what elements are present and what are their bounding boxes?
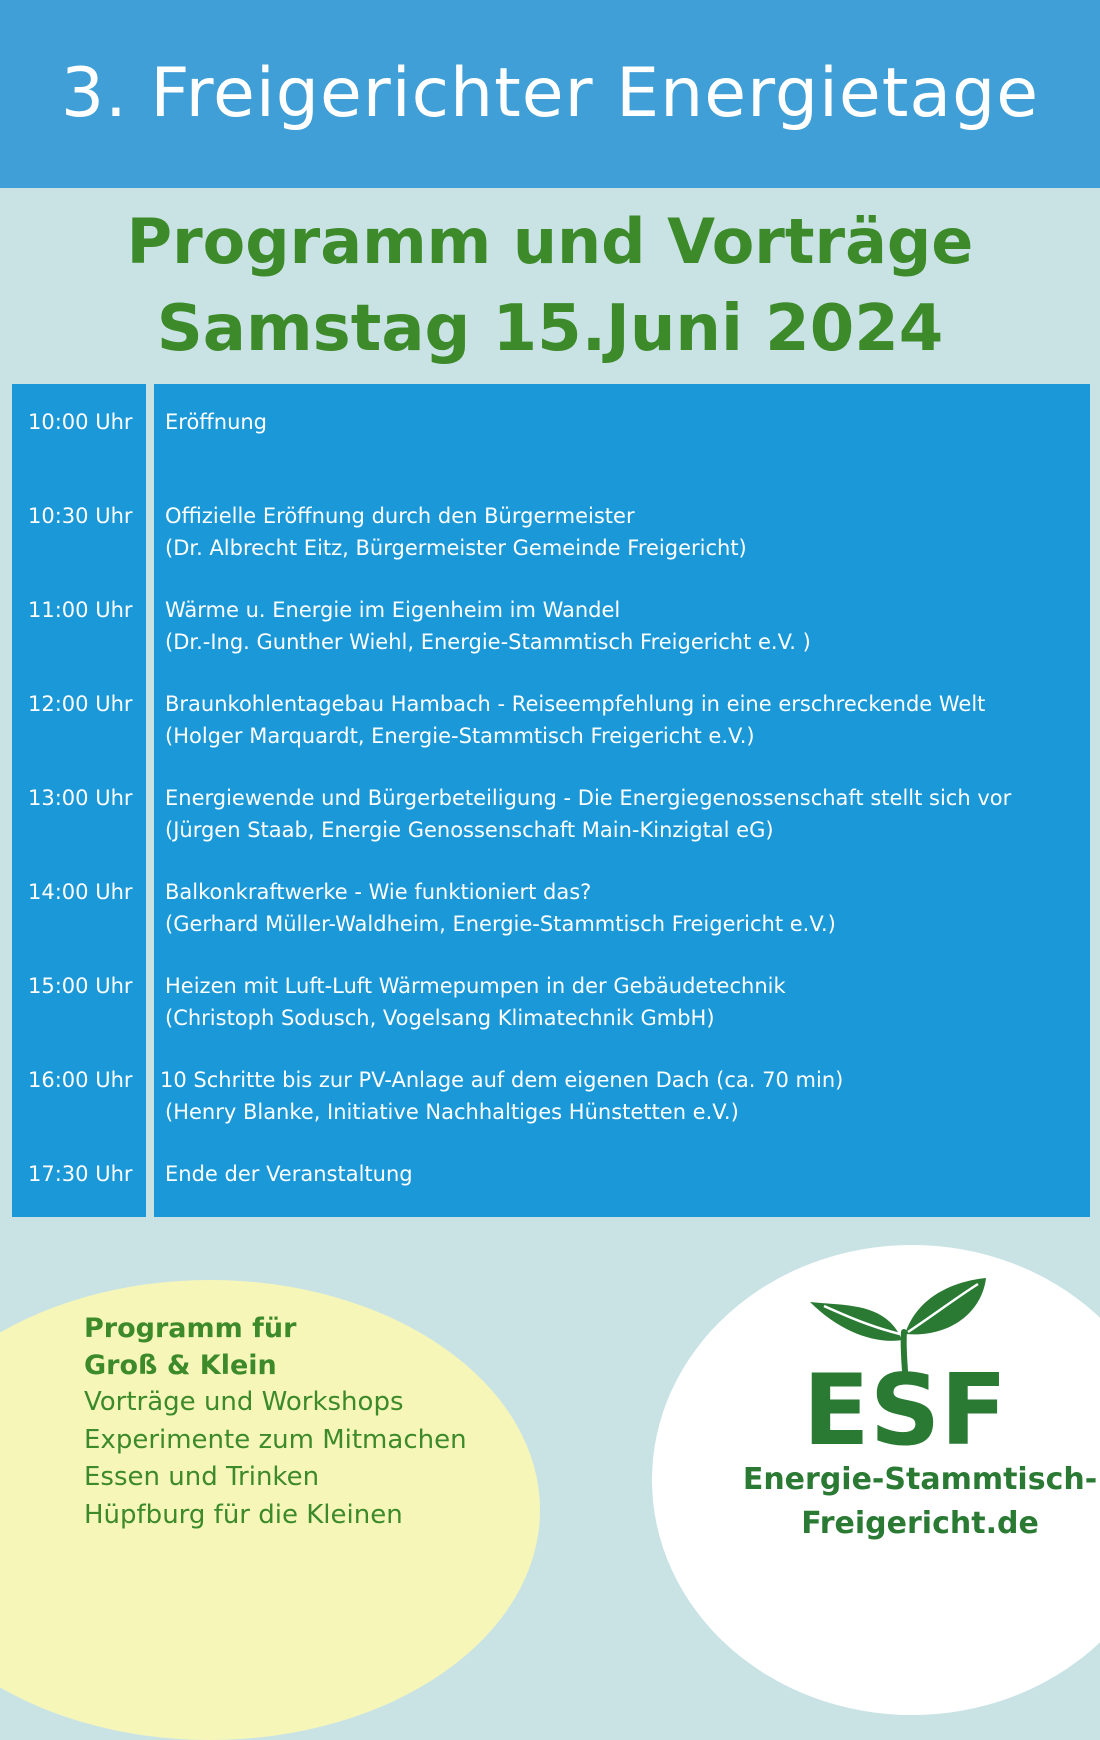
schedule-row bbox=[12, 1158, 1090, 1238]
schedule-row bbox=[12, 782, 1090, 862]
logo-letters: ESF bbox=[802, 1354, 1008, 1452]
extras-item: Vorträge und Workshops bbox=[84, 1387, 404, 1417]
header-banner bbox=[0, 0, 1100, 188]
schedule-row bbox=[12, 876, 1090, 956]
esf-logo bbox=[800, 1276, 1010, 1452]
extras-item: Essen und Trinken bbox=[84, 1462, 320, 1492]
schedule-time: 15:00 Uhr bbox=[28, 974, 133, 998]
extras-heading: Programm für bbox=[84, 1313, 297, 1344]
schedule-row bbox=[12, 970, 1090, 1050]
schedule-time: 13:00 Uhr bbox=[28, 786, 133, 810]
schedule-time: 17:30 Uhr bbox=[28, 1162, 133, 1186]
extras-item: Experimente zum Mitmachen bbox=[84, 1424, 467, 1455]
talk-title: Heizen mit Luft-Luft Wärmepumpen in der Gebäudetechnik bbox=[165, 974, 786, 998]
talk-title: Ende der Veranstaltung bbox=[165, 1162, 413, 1186]
talk-title: 10 Schritte bis zur PV-Anlage auf dem eigenen Dach (ca. 70 min) bbox=[160, 1068, 844, 1092]
event-date: Samstag 15.Juni 2024 bbox=[156, 292, 944, 366]
schedule-row bbox=[12, 688, 1090, 768]
extras-item: Hüpfburg für die Kleinen bbox=[84, 1499, 403, 1530]
talk-title: Wärme u. Energie im Eigenheim im Wandel bbox=[165, 598, 621, 622]
schedule-row bbox=[12, 500, 1090, 580]
schedule-description bbox=[165, 970, 1080, 1034]
talk-speaker: (Dr.-Ing. Gunther Wiehl, Energie-Stammtisch Freigericht e.V. ) bbox=[165, 630, 811, 654]
talk-speaker: (Christoph Sodusch, Vogelsang Klimatechnik GmbH) bbox=[165, 1006, 715, 1030]
schedule-row bbox=[12, 406, 1090, 486]
extras-heading: Groß & Klein bbox=[84, 1350, 277, 1381]
schedule-description bbox=[165, 406, 1080, 438]
schedule-description bbox=[165, 876, 1080, 940]
talk-title: Braunkohlentagebau Hambach - Reiseempfehlung in eine erschreckende Welt bbox=[165, 692, 986, 716]
schedule-time: 10:30 Uhr bbox=[28, 504, 133, 528]
talk-title: Balkonkraftwerke - Wie funktioniert das? bbox=[165, 880, 592, 904]
program-subtitle: Programm und Vorträge bbox=[126, 205, 974, 278]
talk-speaker: (Dr. Albrecht Eitz, Bürgermeister Gemeinde Freigericht) bbox=[165, 536, 747, 560]
schedule-description bbox=[160, 1064, 1075, 1128]
talk-speaker: (Jürgen Staab, Energie Genossenschaft Main-Kinzigtal eG) bbox=[165, 818, 774, 842]
schedule-time: 10:00 Uhr bbox=[28, 410, 133, 434]
schedule-description bbox=[165, 782, 1080, 846]
event-title: 3. Freigerichter Energietage bbox=[60, 54, 1040, 133]
schedule-description bbox=[165, 500, 1080, 564]
schedule-time: 14:00 Uhr bbox=[28, 880, 133, 904]
schedule-time: 12:00 Uhr bbox=[28, 692, 133, 716]
schedule-description bbox=[165, 594, 1080, 658]
schedule-time: 11:00 Uhr bbox=[28, 598, 133, 622]
schedule-table bbox=[12, 384, 1090, 1217]
talk-speaker: (Henry Blanke, Initiative Nachhaltiges Hünstetten e.V.) bbox=[165, 1100, 739, 1124]
talk-speaker: (Gerhard Müller-Waldheim, Energie-Stammtisch Freigericht e.V.) bbox=[165, 912, 836, 936]
extras-list bbox=[84, 1310, 544, 1534]
talk-speaker: (Holger Marquardt, Energie-Stammtisch Freigericht e.V.) bbox=[165, 724, 755, 748]
schedule-row bbox=[12, 594, 1090, 674]
schedule-row bbox=[12, 1064, 1090, 1144]
schedule-description bbox=[165, 1158, 1080, 1190]
talk-title: Energiewende und Bürgerbeteiligung - Die Energiegenossenschaft stellt sich vor bbox=[165, 786, 1012, 810]
talk-title: Eröffnung bbox=[165, 410, 268, 434]
schedule-time: 16:00 Uhr bbox=[28, 1068, 133, 1092]
logo-caption: Freigericht.de bbox=[801, 1506, 1039, 1541]
logo-caption: Energie-Stammtisch- bbox=[742, 1462, 1098, 1497]
talk-title: Offizielle Eröffnung durch den Bürgermeister bbox=[165, 504, 635, 528]
schedule-description bbox=[165, 688, 1080, 752]
